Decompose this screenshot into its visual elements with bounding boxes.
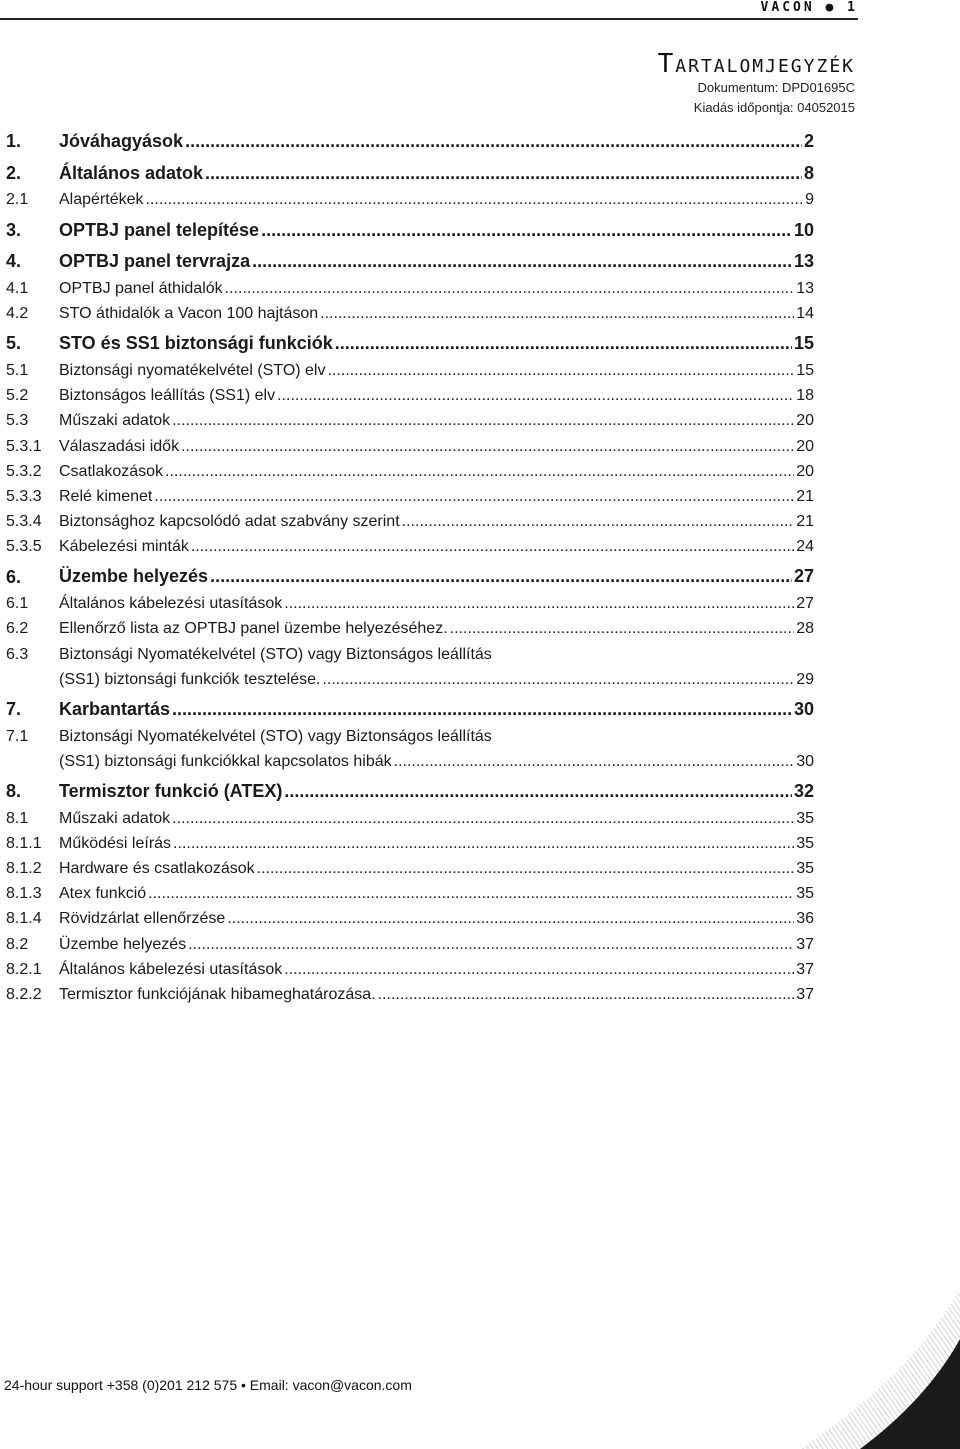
toc-entry-line[interactable] [6,642,814,667]
toc-title-line1: Biztonsági Nyomatékelvétel (STO) vagy Biztonságos leállítás [59,645,492,663]
toc-entry-line[interactable] [6,724,814,749]
toc-title: Kábelezési minták [59,538,189,556]
toc-title: STO áthidalók a Vacon 100 hajtáson [59,305,319,323]
toc-title-line1: Biztonsági Nyomatékelvétel (STO) vagy Biztonságos leállítás [59,727,492,745]
toc-number: 3. [6,219,22,240]
toc-page-number: 18 [796,387,814,405]
toc-number: 8.1 [6,809,29,827]
toc-entry[interactable] [6,982,814,1007]
toc-page-number: 21 [796,513,814,531]
toc-number: 6. [6,566,22,587]
toc-dot-leader [277,383,794,408]
toc-title: Termisztor funkciójának hibameghatározása. [59,985,376,1003]
toc-entry[interactable] [6,127,814,156]
toc-entry[interactable] [6,695,814,724]
toc-page-number: 20 [796,437,814,455]
toc-page-number: 37 [796,935,814,953]
toc-title: OPTBJ panel áthidalók [59,279,223,297]
toc-dot-leader [327,358,794,383]
toc-title: Karbantartás [59,698,171,719]
toc-title: Atex funkció [59,885,147,903]
table-of-contents [6,124,814,1007]
toc-entry[interactable] [6,534,814,559]
toc-page-number: 29 [796,670,814,688]
toc-entry[interactable] [6,484,814,509]
toc-title: OPTBJ panel tervrajza [59,251,251,272]
toc-title: (SS1) biztonsági funkciókkal kapcsolatos hibák [59,752,392,770]
toc-number: 5.3.1 [6,437,42,455]
toc-number: 6.1 [6,595,29,613]
toc-number: 5. [6,333,22,354]
toc-entry[interactable] [6,831,814,856]
title-block [658,50,855,118]
toc-dot-leader [322,667,794,692]
toc-number: 5.3 [6,412,29,430]
toc-title: Biztonsághoz kapcsolódó adat szabvány szerint [59,513,400,531]
toc-page-number: 24 [796,538,814,556]
toc-number: 4.2 [6,305,29,323]
toc-dot-leader [172,695,792,724]
toc-number: 5.3.2 [6,462,42,480]
toc-entry[interactable] [6,408,814,433]
toc-dot-leader [188,932,794,957]
toc-title: Csatlakozások [59,462,164,480]
toc-page-number: 15 [796,361,814,379]
toc-page-number: 20 [796,462,814,480]
header-rule [0,0,858,20]
toc-title: Ellenőrző lista az OPTBJ panel üzembe helyezéséhez. [59,620,448,638]
toc-page-number: 35 [796,885,814,903]
toc-page-number: 27 [796,595,814,613]
toc-dot-leader [173,831,794,856]
toc-page-number: 37 [796,985,814,1003]
toc-number: 8.2.2 [6,986,42,1003]
toc-title: Általános kábelezési utasítások [59,595,283,613]
toc-entry[interactable] [6,159,814,188]
toc-title: Jóváhagyások [59,130,184,151]
toc-page-number: 10 [793,219,814,240]
toc-number: 5.3.4 [6,513,42,531]
toc-dot-leader [191,534,794,559]
toc-number: 5.3.3 [6,487,42,505]
toc-page-number: 2 [803,130,814,151]
toc-dot-leader [172,408,794,433]
page-title: Tartalomjegyzék [657,49,855,79]
toc-dot-leader [320,301,794,326]
toc-entry[interactable] [6,806,814,831]
toc-dot-leader [402,509,795,534]
toc-page-number: 14 [796,305,814,323]
toc-page-number: 32 [793,780,814,801]
toc-page-number: 35 [796,860,814,878]
toc-page-number: 8 [803,162,814,183]
toc-dot-leader [227,906,794,931]
toc-entry[interactable] [6,247,814,276]
toc-entry[interactable] [6,187,814,212]
toc-number: 4. [6,251,22,272]
toc-entry[interactable] [6,301,814,326]
toc-entry[interactable] [6,957,814,982]
toc-title: Rövidzárlat ellenőrzése [59,910,226,928]
toc-page-number: 30 [793,698,814,719]
toc-title: Biztonságos leállítás (SS1) elv [59,387,276,405]
toc-dot-leader [181,434,794,459]
toc-entry[interactable] [6,358,814,383]
toc-entry[interactable] [6,749,814,774]
toc-number: 7. [6,698,22,719]
corner-decoration [730,1289,960,1449]
toc-entry[interactable] [6,932,814,957]
toc-title: Műszaki adatok [59,809,171,827]
toc-entry[interactable] [6,509,814,534]
toc-dot-leader [146,187,804,212]
toc-dot-leader [257,856,795,881]
toc-title: Általános kábelezési utasítások [59,960,283,978]
toc-dot-leader [335,329,792,358]
toc-title: STO és SS1 biztonsági funkciók [59,333,333,354]
toc-dot-leader [210,563,792,592]
toc-number: 7.1 [6,727,29,745]
brand-label: VACON ● 1 [760,0,858,15]
toc-entry[interactable] [6,906,814,931]
toc-title: Általános adatok [59,162,204,183]
toc-number: 8.1.4 [6,910,42,928]
toc-page-number: 21 [796,487,814,505]
toc-page-number: 30 [796,752,814,770]
toc-entry[interactable] [6,856,814,881]
toc-dot-leader [378,982,795,1007]
toc-entry[interactable] [6,459,814,484]
toc-number: 8.1.1 [6,834,42,852]
toc-page-number: 20 [796,412,814,430]
toc-entry[interactable] [6,667,814,692]
toc-title: Műszaki adatok [59,412,171,430]
toc-page-number: 13 [793,251,814,272]
toc-dot-leader [205,159,802,188]
toc-dot-leader [154,484,794,509]
toc-page-number: 37 [796,960,814,978]
toc-title: (SS1) biztonsági funkciók tesztelése. [59,670,321,688]
toc-title: Működési leírás [59,834,172,852]
toc-page-number: 13 [796,279,814,297]
toc-dot-leader [284,957,794,982]
toc-title: Üzembe helyezés [59,935,187,953]
toc-title: Termisztor funkció (ATEX) [59,780,283,801]
toc-page-number: 36 [796,910,814,928]
toc-number [6,667,59,692]
toc-number: 8.2.1 [6,960,42,978]
toc-dot-leader [148,881,794,906]
toc-number: 6.3 [6,645,29,663]
toc-page-number: 9 [805,191,814,209]
toc-number: 5.2 [6,387,29,405]
toc-entry[interactable] [6,329,814,358]
toc-number: 8.1.3 [6,885,42,903]
toc-dot-leader [165,459,794,484]
toc-number: 2. [6,162,22,183]
toc-title: Alapértékek [59,191,144,209]
toc-dot-leader [284,777,792,806]
toc-number: 8.2 [6,935,29,953]
toc-dot-leader [261,216,792,245]
document-id: Dokumentum: DPD01695C [697,80,855,95]
toc-page-number: 35 [796,809,814,827]
toc-page-number: 27 [793,566,814,587]
toc-dot-leader [225,276,795,301]
toc-entry[interactable] [6,276,814,301]
toc-entry[interactable] [6,563,814,592]
toc-page-number: 15 [793,333,814,354]
toc-entry[interactable] [6,881,814,906]
toc-dot-leader [185,127,802,156]
toc-number: 8. [6,781,22,801]
toc-entry[interactable] [6,591,814,616]
toc-entry[interactable] [6,434,814,459]
toc-title: Hardware és csatlakozások [59,860,255,878]
toc-entry[interactable] [6,616,814,641]
toc-dot-leader [172,806,794,831]
toc-entry[interactable] [6,777,814,806]
release-date: Kiadás időpontja: 04052015 [693,100,855,115]
toc-title: Válaszadási idők [59,437,180,455]
toc-title: OPTBJ panel telepítése [59,219,260,240]
toc-title: Üzembe helyezés [59,566,209,587]
toc-number: 8.1.2 [6,860,42,878]
toc-number: 2.1 [6,191,29,209]
toc-dot-leader [284,591,794,616]
toc-number: 1. [6,131,22,151]
toc-number [6,749,59,774]
toc-number: 5.1 [6,362,29,379]
toc-title: Biztonsági nyomatékelvétel (STO) elv [59,361,326,379]
toc-title: Relé kimenet [59,487,153,505]
toc-page-number: 35 [796,834,814,852]
support-footer: 24-hour support +358 (0)201 212 575 • Email: vacon@vacon.com [4,1377,412,1393]
toc-entry[interactable] [6,383,814,408]
toc-dot-leader [252,247,792,276]
toc-number: 4.1 [6,279,29,297]
toc-number: 6.2 [6,620,29,638]
toc-dot-leader [394,749,795,774]
toc-page-number: 28 [796,620,814,638]
toc-dot-leader [450,616,795,641]
toc-entry[interactable] [6,216,814,245]
toc-number: 5.3.5 [6,538,42,556]
